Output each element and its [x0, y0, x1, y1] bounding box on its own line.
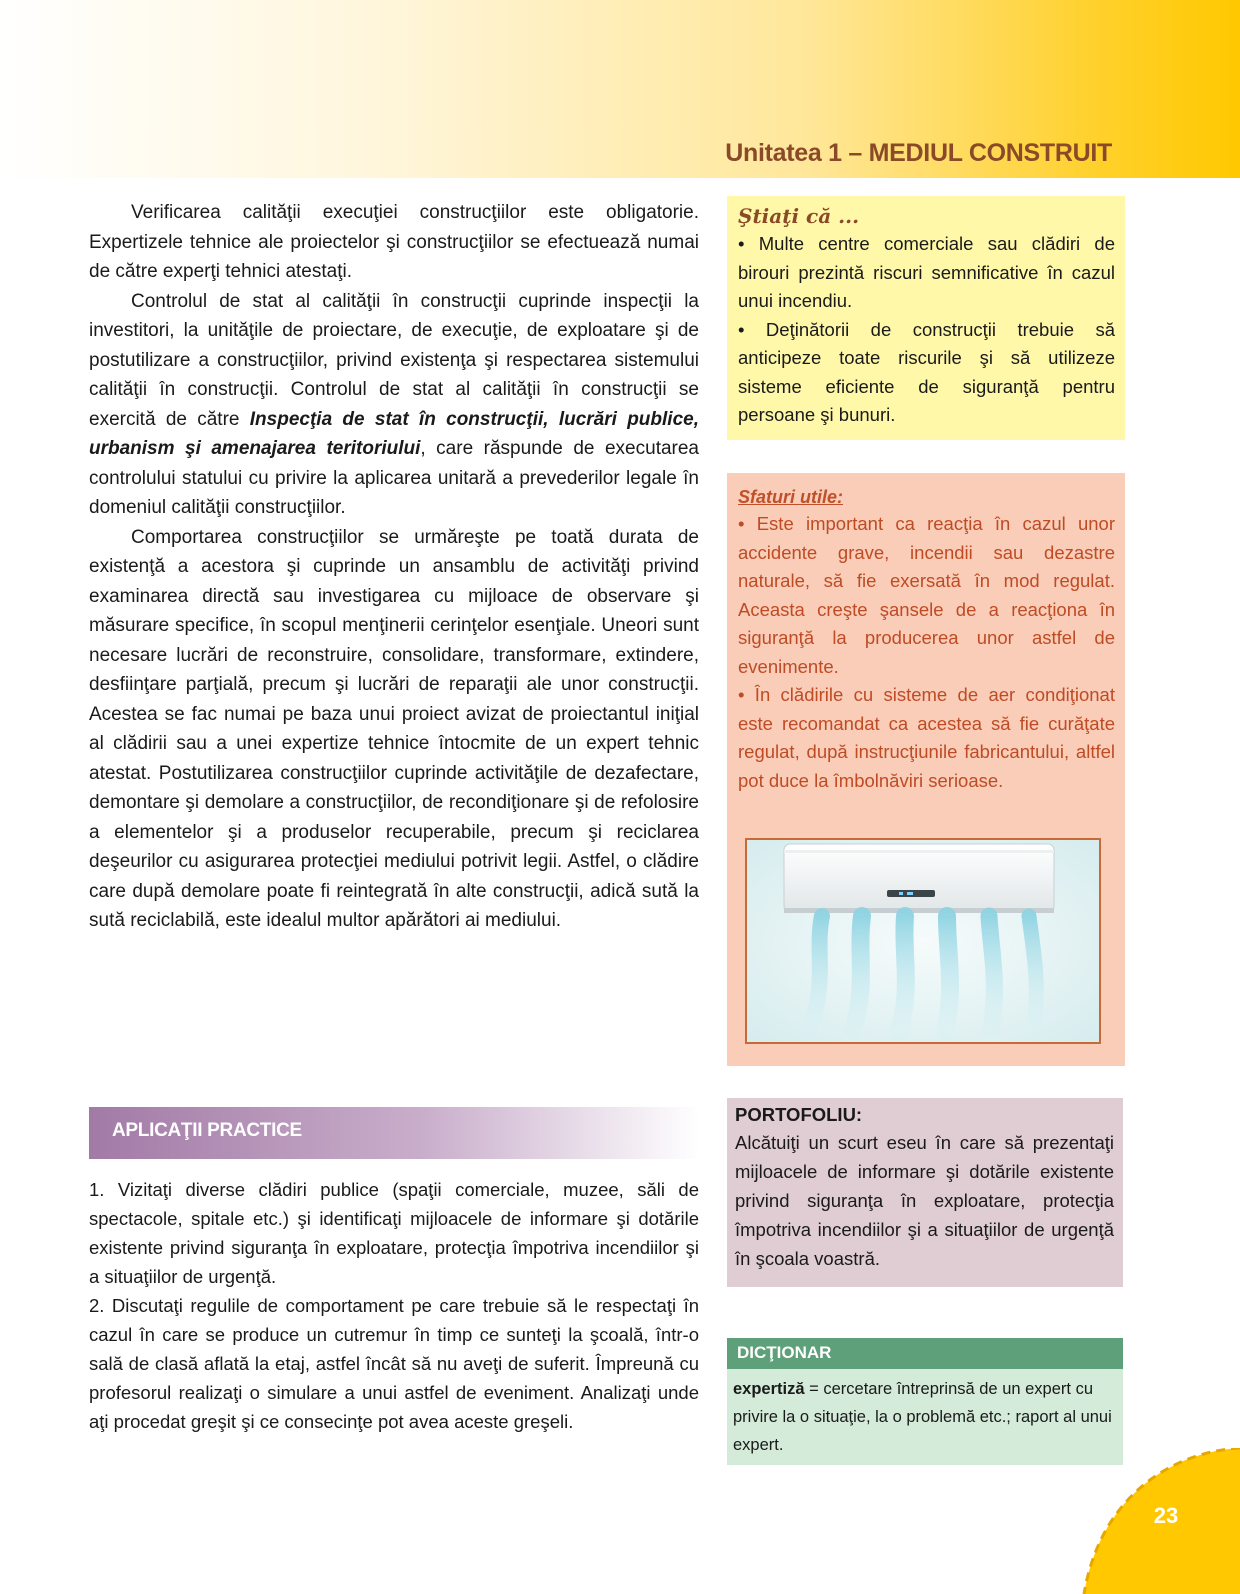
- did-you-know-title: Ştiaţi că ...: [738, 204, 860, 228]
- dictionary-definition: = cercetare întreprinsă de un expert cu privire la o situaţie, la o problemă etc.; raport al unui expert.: [733, 1380, 1112, 1454]
- page-number: 23: [1153, 1503, 1179, 1528]
- did-you-know-item: • Deţinătorii de construcţii trebuie să anticipeze toate riscurile şi să utilizeze sisteme eficiente de siguranţă pentru persoane şi bunuri.: [738, 318, 1115, 425]
- air-conditioner-icon: [747, 840, 1099, 1042]
- state-control-text-end: , care răspunde de executarea controlului statului cu privire la aplicarea unitară a prevederilor legale în domeniul calităţii construcţiilor.: [89, 438, 699, 518]
- air-conditioner-illustration: [745, 838, 1101, 1044]
- paragraph-building-behaviour: Comportarea construcţiilor se urmăreşte pe toată durata de existenţă a acestora şi cuprinde un ansamblu de activităţi privind examinarea directă sau investigarea cu mijloace de observare şi măsurare specifice, în scopul menţinerii cerinţelor esenţiale. Uneori sunt necesare lucrări de reconstruire, consolidare, transformare, extindere, desfiinţare parţială, precum şi lucrări de reparaţii ale unor construcţii. Acestea se fac numai pe baza unui proiect avizat de proiectantul iniţial al clădirii sau a unei expertize tehnice întocmite de un expert tehnic atestat. Postutilizarea construcţiilor cuprinde activităţile de dezafectare, demontare şi demolare a construcţiilor, de recondiţionare şi de refolosire a elementelor şi a produselor recuperabile, precum şi reciclarea deşeurilor cu asigurarea protecţiei mediului potrivit legii. Astfel, o clădire care după demolare poate fi reintegrată în alte construcţii, adică sută la sută reciclabilă, este idealul multor apărători ai mediului.: [89, 526, 699, 931]
- dictionary-term: expertiză: [733, 1380, 805, 1398]
- useful-tips-title: Sfaturi utile:: [738, 487, 844, 507]
- did-you-know-item: • Multe centre comerciale sau clădiri de birouri prezintă riscuri semnificative în cazul unui incendiu.: [738, 233, 1115, 311]
- dictionary-entry: [727, 1369, 1123, 1465]
- dictionary-title: DICŢIONAR: [727, 1338, 1123, 1369]
- practical-application-item: 1. Vizitaţi diverse clădiri publice (spaţii comerciale, muzee, săli de spectacole, spitale etc.) şi identificaţi mijloacele de informare şi dotările existente privind siguranţa în exploatare, protecţia împotriva incendiilor şi a situaţiilor de urgenţă.: [89, 1179, 699, 1287]
- main-text: [89, 198, 699, 936]
- did-you-know-box: [727, 196, 1125, 440]
- inspection-name: Inspecţia de stat în construcţii, lucrări publice, urbanism şi amenajarea teritoriului: [89, 408, 699, 459]
- state-control-text-start: Controlul de stat al calităţii în construcţii cuprinde inspecţii la investitori, la unităţile de proiectare, de execuţie, de exploatare şi de postutilizare a construcţiilor, privind existenţa şi respectarea sistemului calităţii în construcţii. Controlul de stat al calităţii în construcţii se exercită de către: [89, 290, 699, 430]
- portfolio-text: Alcătuiţi un scurt eseu în care să prezentaţi mijloacele de informare şi dotările existente privind siguranţa în exploatare, protecţia împotriva incendiilor şi a situaţiilor de urgenţă în şcoala voastră.: [735, 1132, 1114, 1269]
- paragraph-state-control: [89, 287, 699, 523]
- practical-applications-list: [89, 1175, 699, 1436]
- portfolio-box: [727, 1098, 1123, 1287]
- useful-tip-item: • În clădirile cu sisteme de aer condiţionat este recomandat ca acestea să fie curăţate regulat, după instrucţiunile fabricantului, altfel pot duce la îmbolnăviri serioase.: [738, 684, 1115, 791]
- practical-application-item: 2. Discutaţi regulile de comportament pe care trebuie să le respectaţi în cazul în care se produce un cutremur în timp ce sunteţi la şcoală, într-o sală de clasă aflată la etaj, astfel încât să nu aveţi de suferit. Împreună cu profesorul realizaţi o simulare a unui astfel de eveniment. Analizaţi unde aţi procedat greşit şi ce consecinţe pot avea aceste greşeli.: [89, 1295, 699, 1432]
- useful-tip-item: • Este important ca reacţia în cazul unor accidente grave, incendii sau dezastre naturale, să fie exersată în mod regulat. Aceasta creşte şansele de a reacţiona în siguranţă la producerea unor astfel de evenimente.: [738, 513, 1115, 677]
- paragraph-quality-verification: Verificarea calităţii execuţiei construcţiilor este obligatorie. Expertizele tehnice ale proiectelor şi construcţiilor se efectuează numai de către experţi tehnici atestaţi.: [89, 202, 699, 282]
- practical-applications-title: APLICAŢII PRACTICE: [112, 1120, 302, 1141]
- practical-applications-header: [89, 1107, 699, 1159]
- unit-title: Unitatea 1 – MEDIUL CONSTRUIT: [725, 139, 1112, 167]
- portfolio-title: PORTOFOLIU:: [735, 1104, 863, 1125]
